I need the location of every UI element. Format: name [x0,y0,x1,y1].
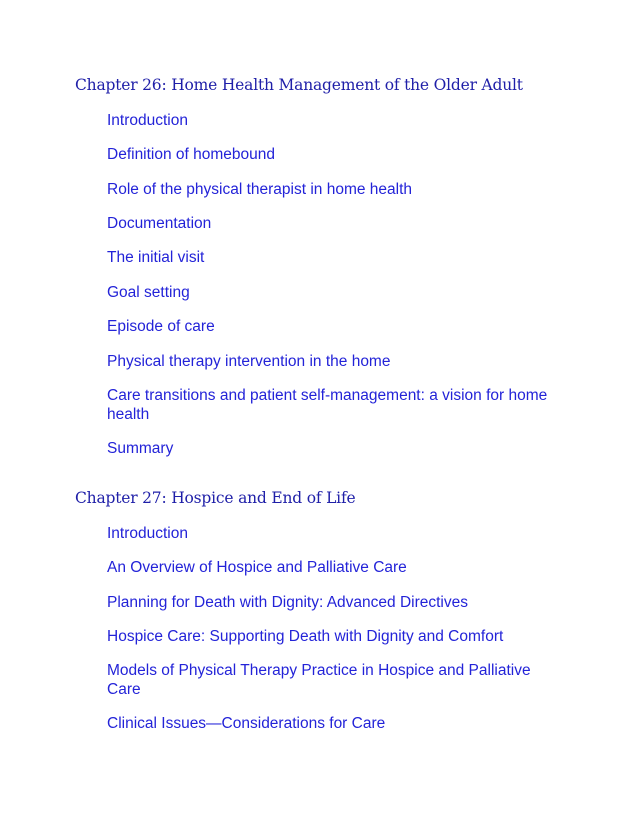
toc-link[interactable]: Episode of care [107,318,215,335]
toc-link[interactable]: Planning for Death with Dignity: Advanced Directives [107,594,468,611]
chapter-title: Chapter 27: Hospice and End of Life [75,489,356,507]
toc-link[interactable]: Introduction [107,112,188,129]
toc-link[interactable]: Hospice Care: Supporting Death with Dignity and Comfort [107,628,504,645]
toc-link[interactable]: Models of Physical Therapy Practice in Hospice and Palliative Care [107,662,531,698]
toc-link[interactable]: An Overview of Hospice and Palliative Care [107,559,407,576]
toc-link[interactable]: Physical therapy intervention in the home [107,353,391,370]
toc-link[interactable]: Documentation [107,215,212,232]
toc-link[interactable]: Clinical Issues—Considerations for Care [107,715,386,732]
toc-link[interactable]: Introduction [107,525,188,542]
toc-link[interactable]: Goal setting [107,284,190,301]
toc-link[interactable]: Role of the physical therapist in home health [107,181,413,198]
chapter-title: Chapter 26: Home Health Management of the Older Adult [75,76,523,94]
toc-link[interactable]: Summary [107,440,174,457]
toc-link[interactable]: Care transitions and patient self-management: a vision for home health [107,387,548,423]
toc-link[interactable]: The initial visit [107,249,205,266]
toc-link[interactable]: Definition of homebound [107,146,276,163]
